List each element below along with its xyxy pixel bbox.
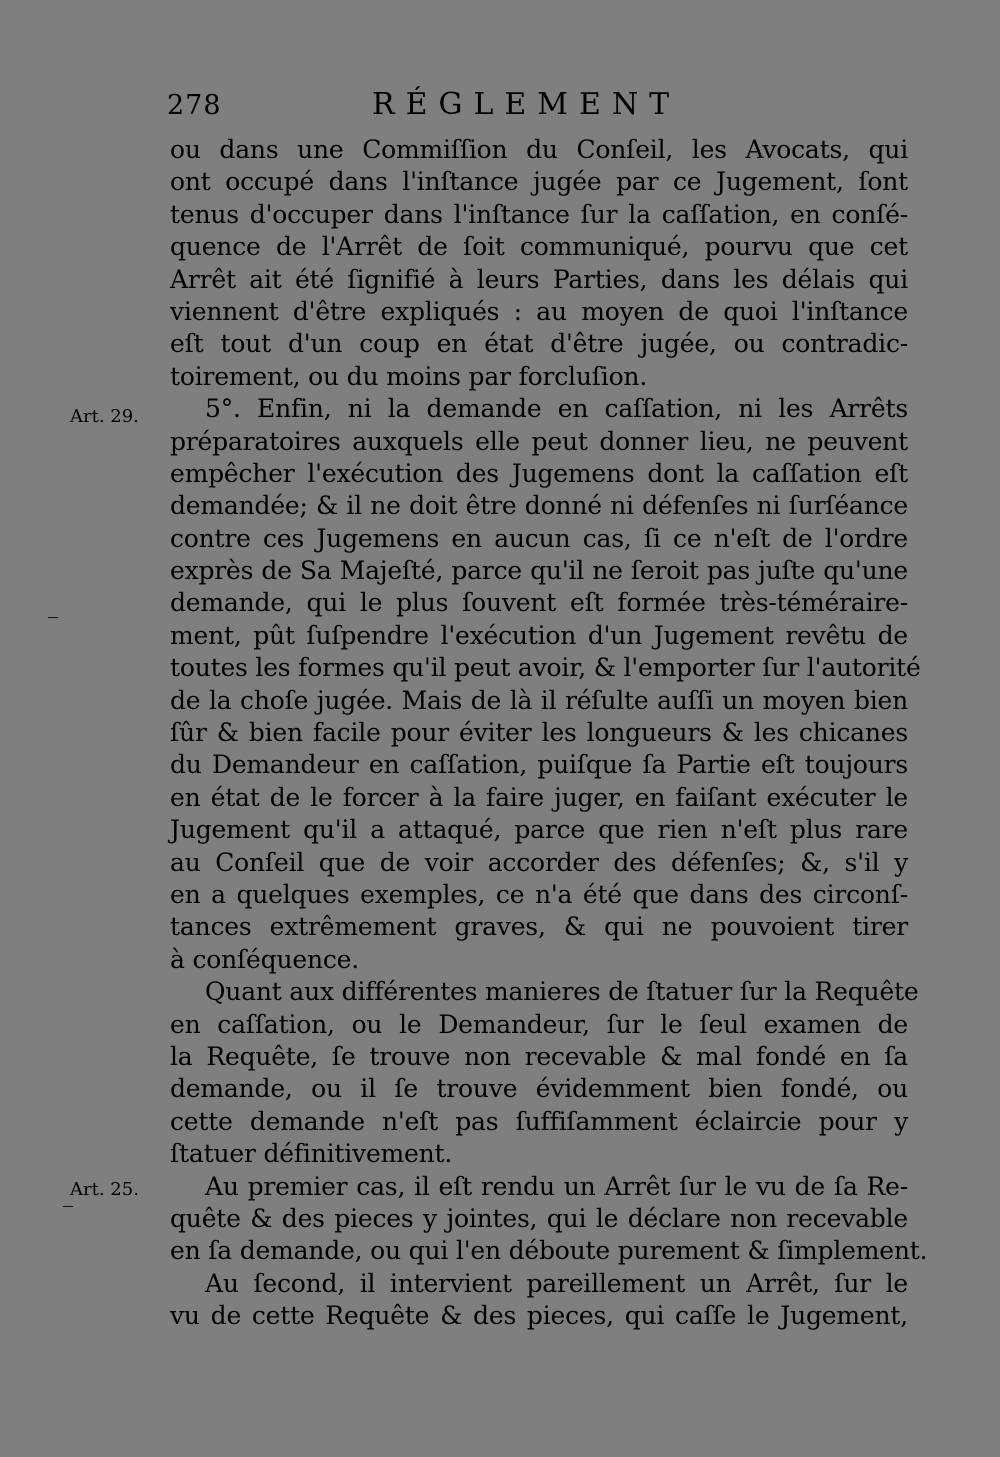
running-head: RÉGLEMENT: [372, 87, 681, 122]
body-line: de la choſe jugée. Mais de là il réſulte auſſi un moyen bien: [170, 685, 908, 715]
body-line: vu de cette Requête & des pieces, qui caſſe le Jugement,: [170, 1301, 908, 1331]
body-line: ou dans une Commiſſion du Conſeil, les Avocats, qui: [170, 135, 908, 164]
body-line: Jugement qu'il a attaqué, parce que rien n'eſt plus rare: [170, 815, 908, 845]
body-line: 5°. Enfin, ni la demande en caſſation, ni les Arrêts: [205, 394, 908, 424]
page-number: 278: [167, 90, 222, 121]
body-line: en ſa demande, ou qui l'en déboute purement & ſimplement.: [170, 1236, 928, 1266]
body-line: eſt tout d'un coup en état d'être jugée, ou contradic-: [170, 329, 908, 359]
body-line: Au ſecond, il intervient pareillement un Arrêt, ſur le: [205, 1268, 908, 1298]
body-line: en a quelques exemples, ce n'a été que dans des circonſ-: [170, 879, 908, 909]
body-line: Au premier cas, il eſt rendu un Arrêt ſur le vu de ſa Re-: [205, 1171, 908, 1201]
margin-mark: [63, 1206, 73, 1207]
body-line: ment, pût ſuſpendre l'exécution d'un Jugement revêtu de: [170, 620, 908, 650]
body-line: contre ces Jugemens en aucun cas, ſi ce n'eſt de l'ordre: [170, 523, 908, 553]
body-line: ſûr & bien facile pour éviter les longueurs & les chicanes: [170, 718, 908, 748]
body-line: Arrêt ait été ſignifié à leurs Parties, dans les délais qui: [170, 264, 908, 294]
body-line: viennent d'être expliqués : au moyen de quoi l'inſtance: [170, 296, 908, 326]
body-line: quence de l'Arrêt de ſoit communiqué, pourvu que cet: [170, 232, 908, 262]
body-line: quête & des pieces y jointes, qui le déclare non recevable: [170, 1203, 908, 1233]
body-line: tenus d'occuper dans l'inſtance ſur la caſſation, en conſé-: [170, 199, 908, 229]
body-line: en caſſation, ou le Demandeur, ſur le ſeul examen de: [170, 1009, 908, 1039]
body-line: ont occupé dans l'inſtance jugée par ce Jugement, ſont: [170, 167, 908, 197]
body-line: tances extrêmement graves, & qui ne pouvoient tirer: [170, 912, 908, 942]
margin-note-art-29: Art. 29.: [70, 406, 139, 427]
body-line: demande, qui le plus ſouvent eſt formée très-téméraire-: [170, 588, 908, 618]
body-line: exprès de Sa Majeſté, parce qu'il ne ſeroit pas juſte qu'une: [170, 556, 908, 586]
text-block: [170, 134, 928, 1332]
body-line: toutes les formes qu'il peut avoir, & l'emporter ſur l'autorité: [170, 653, 921, 683]
body-line: du Demandeur en caſſation, puiſque ſa Partie eſt toujours: [170, 750, 908, 780]
body-line: au Conſeil que de voir accorder des défenſes; &, s'il y: [170, 847, 908, 877]
body-line: à conſéquence.: [170, 944, 359, 974]
body-line: demande, ou il ſe trouve évidemment bien fondé, ou: [170, 1074, 908, 1104]
body-line: demandée; & il ne doit être donné ni défenſes ni ſurſéance: [170, 491, 908, 521]
body-line: la Requête, ſe trouve non recevable & mal fondé en ſa: [170, 1041, 908, 1071]
body-line: préparatoires auxquels elle peut donner lieu, ne peuvent: [170, 426, 908, 456]
body-line: cette demande n'eſt pas ſuffiſamment éclaircie pour y: [170, 1106, 908, 1136]
body-line: ſtatuer définitivement.: [170, 1139, 453, 1169]
body-line: empêcher l'exécution des Jugemens dont la caſſation eſt: [170, 458, 908, 488]
body-line: toirement, ou du moins par forcluſion.: [170, 361, 648, 391]
margin-note-art-25: Art. 25.: [70, 1179, 139, 1200]
body-line: en état de le forcer à la faire juger, en faiſant exécuter le: [170, 782, 908, 812]
margin-mark: [48, 617, 58, 618]
body-line: Quant aux différentes manieres de ſtatuer ſur la Requête: [205, 977, 919, 1007]
